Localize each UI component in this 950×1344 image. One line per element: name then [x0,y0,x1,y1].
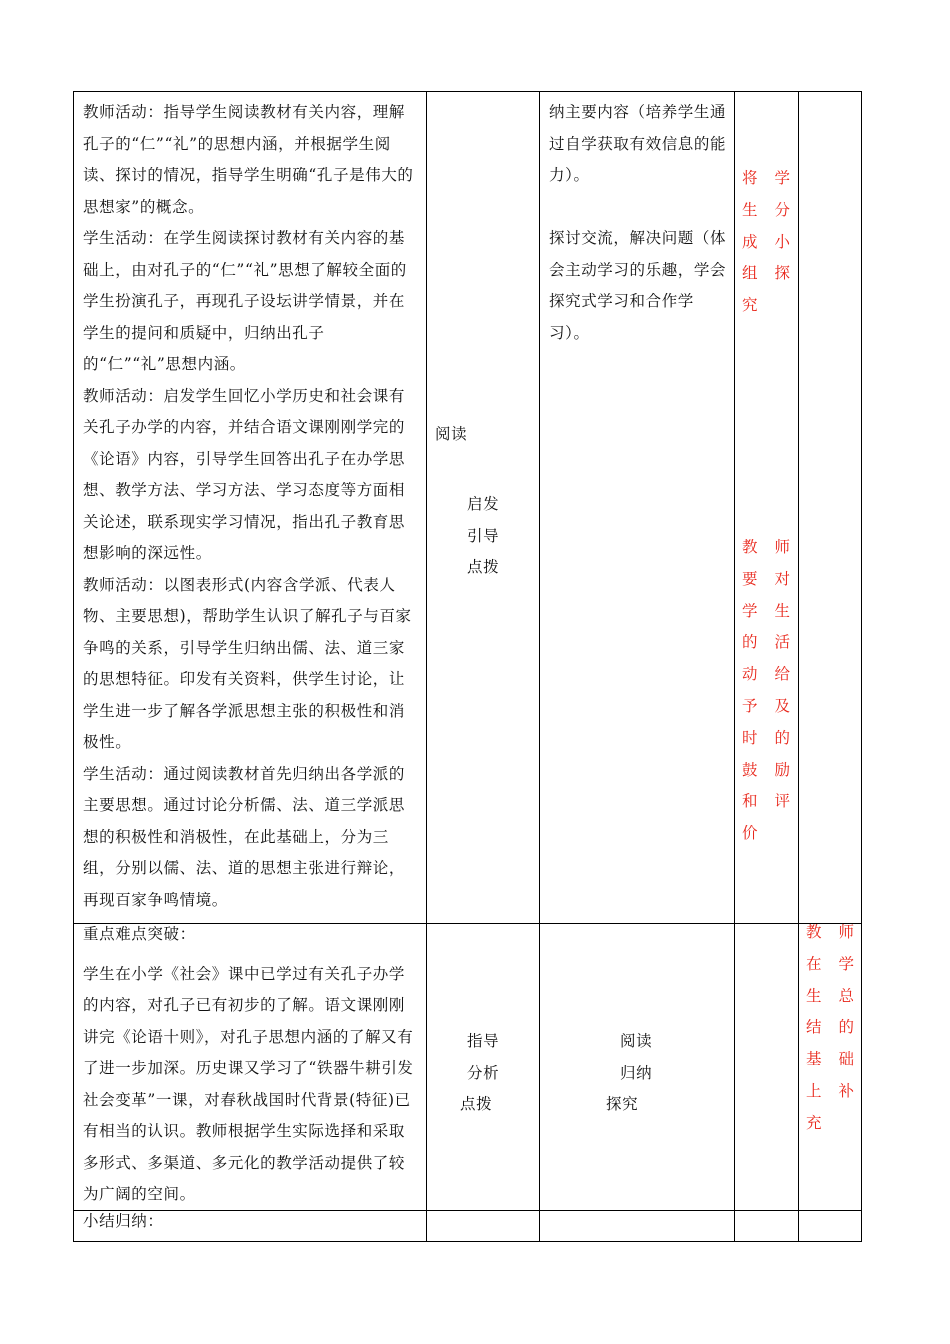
row1-note-group-work [742,163,790,322]
spacer [83,951,419,959]
row2-body: 学生在小学《社会》课中已学过有关孔子办学的内容，对孔子已有初步的了解。语文课刚刚讲完《论语十则》，对孔子思想内涵的了解又有了进一步加深。历史课又学习了“铁器牛耕引发社会变革”一课，对春秋战国时代背景(特征)已有相当的认识。教师根据学生实际选择和采取多形式、多渠道、多元化的教学活动提供了较为广阔的空间。 [83,964,414,1203]
note-char-row [742,564,790,596]
student-activity-1: 学生活动：在学生阅读探讨教材有关内容的基础上，由对孔子的“仁”“礼”思想了解较全面的学生扮演孔子，再现孔子设坛讲学情景，并在学生的提问和质疑中，归纳出孔子的“仁”“礼”思想内涵。 [83,229,407,373]
row1-note-teacher-feedback [742,532,790,850]
goal-block-1: 纳主要内容（培养学生通过自学获取有效信息的能力）。 [549,103,727,184]
note-char: 结 [806,1018,822,1037]
method-item: 点拨 [467,558,500,576]
note-char: 活 [774,633,790,652]
row1-activities [83,97,419,916]
row1-methods [467,489,499,584]
row3-summary-heading: 小结归纳： [83,1212,164,1230]
note-char: 分 [774,200,790,219]
note-char: 时 [742,728,758,747]
teacher-activity-3: 教师活动：以图表形式(内容含学派、代表人物、主要思想)，帮助学生认识了解孔子与百家争鸣的关系，引导学生归纳出儒、法、道三家的思想特征。印发有关资料，供学生讨论，让学生进一步了解各学派思想主张的积极性和消极性。 [83,575,412,751]
method-item: 探究 [606,1095,639,1113]
note-char: 及 [774,696,790,715]
method-item: 启发 [467,495,500,513]
method-item: 引导 [467,526,500,545]
note-char: 生 [742,200,758,219]
note-char: 究 [742,296,758,315]
row2-teacher-methods [460,1026,510,1121]
note-char-row [742,786,790,818]
note-char: 价 [742,824,758,843]
note-char-row [742,163,790,195]
note-char: 总 [838,986,854,1005]
note-char-row [742,755,790,787]
method-item: 分析 [467,1063,500,1082]
note-char-row [742,691,790,723]
col-divider [798,92,799,1242]
note-char: 小 [774,232,790,251]
method-item: 点拨 [460,1095,493,1113]
method-item: 归纳 [620,1063,653,1082]
note-char: 的 [774,728,790,747]
note-char: 学 [838,954,854,973]
note-char: 生 [774,601,790,620]
note-char: 学 [742,601,758,620]
note-char-row [742,532,790,564]
note-char: 鼓 [742,760,758,779]
note-char-row [806,1012,854,1044]
note-char: 充 [806,1113,822,1132]
note-char-row [742,596,790,628]
note-char: 学 [774,169,790,187]
method-item: 指导 [467,1032,500,1050]
note-char-row [742,195,790,227]
note-char: 要 [742,569,758,588]
note-char: 的 [838,1018,854,1037]
note-char: 予 [742,696,758,715]
note-char-row [742,723,790,755]
row2-student-methods [606,1026,666,1121]
spacer [549,192,729,224]
row1-method-read: 阅读 [435,425,468,443]
note-char: 础 [838,1050,854,1069]
col-divider [734,92,735,1242]
note-char-row [742,818,790,850]
teacher-activity-1: 教师活动：指导学生阅读教材有关内容，理解孔子的“仁”“礼”的思想内涵，并根据学生阅读、探讨的情况，指导学生明确“孔子是伟大的思想家”的概念。 [83,103,414,216]
note-char: 教 [806,923,822,941]
note-char: 对 [774,569,790,588]
note-char: 的 [742,633,758,652]
note-char: 在 [806,954,822,973]
col-divider [426,92,427,1242]
note-char-row [742,227,790,259]
row1-student-goals [549,97,729,349]
note-char-row [806,1108,854,1140]
note-char-row [742,659,790,691]
note-char: 基 [806,1050,822,1069]
note-char: 补 [838,1081,854,1100]
row2-note-teacher-summary [806,917,854,1140]
note-char-row [742,258,790,290]
note-char-row [806,1044,854,1076]
note-char: 和 [742,792,758,811]
note-char: 生 [806,986,822,1005]
note-char-row [806,981,854,1013]
col-divider [539,92,540,1242]
note-char-row [742,290,790,322]
note-char-row [806,917,854,949]
note-char: 教 [742,538,758,556]
note-char: 成 [742,232,758,251]
note-char: 组 [742,264,758,283]
note-char: 评 [774,792,790,811]
note-char: 探 [774,264,790,283]
row2-heading: 重点难点突破： [83,925,196,943]
note-char-row [742,627,790,659]
method-item: 阅读 [620,1032,653,1050]
note-char: 动 [742,665,758,684]
row2-key-points [83,919,419,1211]
note-char: 给 [774,665,790,684]
note-char-row [806,949,854,981]
note-char: 师 [838,923,854,941]
teacher-activity-2: 教师活动：启发学生回忆小学历史和社会课有关孔子办学的内容，并结合语文课刚刚学完的《论语》内容，引导学生回答出孔子在办学思想、教学方法、学习方法、学习态度等方面相关论述，联系现实学习情况，指出孔子教育思想影响的深远性。 [83,386,406,562]
goal-block-2: 探讨交流，解决问题（体会主动学习的乐趣，学会探究式学习和合作学习）。 [549,229,727,342]
note-char: 上 [806,1081,822,1100]
student-activity-2: 学生活动：通过阅读教材首先归纳出各学派的主要思想。通过讨论分析儒、法、道三学派思想的积极性和消极性，在此基础上，分为三组，分别以儒、法、道的思想主张进行辩论，再现百家争鸣情境。 [83,764,406,909]
note-char: 师 [774,538,790,556]
note-char: 励 [774,760,790,779]
note-char: 将 [742,169,758,187]
note-char-row [806,1076,854,1108]
